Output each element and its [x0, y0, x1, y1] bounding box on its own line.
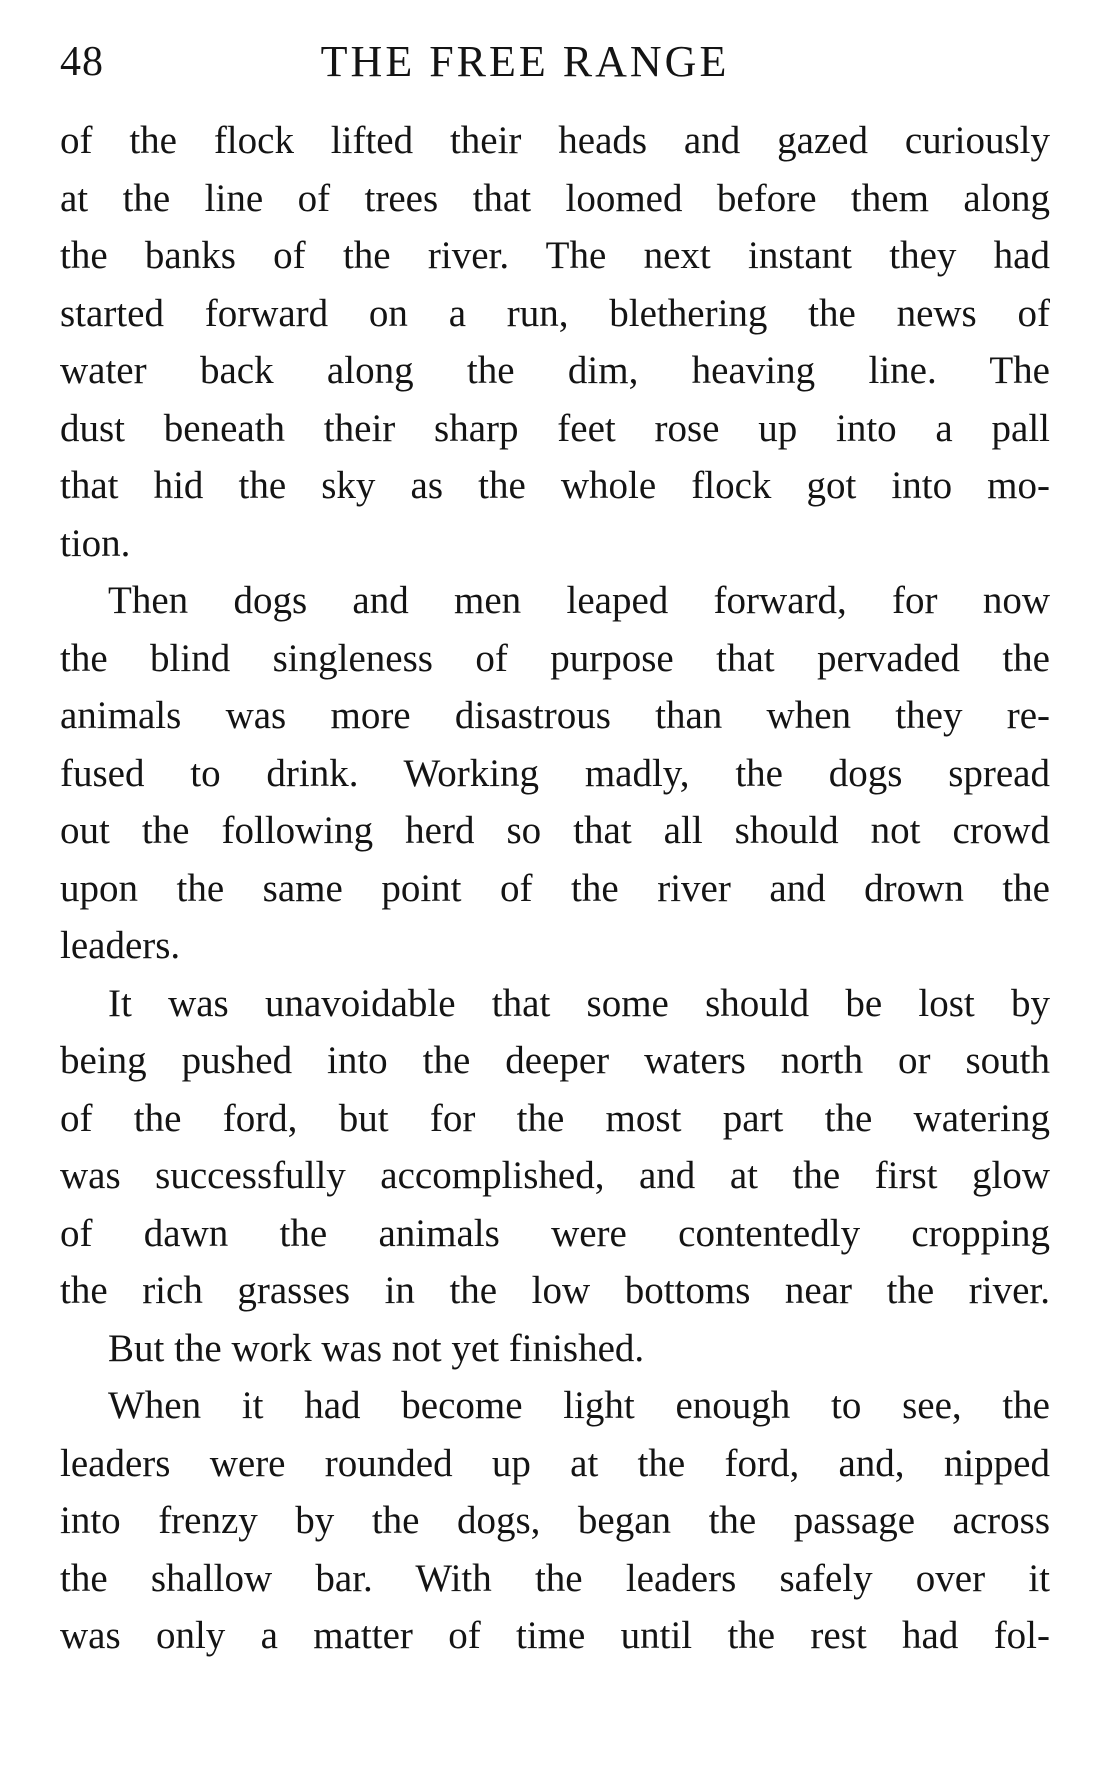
text-line: the rich grasses in the low bottoms near the river.	[60, 1269, 1050, 1312]
text-line: tion.	[60, 521, 131, 565]
text-line: that hid the sky as the whole flock got into mo-	[60, 464, 1050, 507]
text-line: the blind singleness of purpose that pervaded the	[60, 636, 1050, 680]
paragraph	[60, 112, 1050, 572]
text-line: the shallow bar. With the leaders safely over it	[60, 1556, 1050, 1600]
text-line: being pushed into the deeper waters north or south	[60, 1039, 1050, 1082]
text-line: It was unavoidable that some should be lost by	[108, 981, 1050, 1025]
text-line: of the flock lifted their heads and gazed curiously	[60, 119, 1050, 162]
text-line: fused to drink. Working madly, the dogs spread	[60, 751, 1050, 795]
running-head: THE FREE RANGE	[320, 37, 730, 86]
page-header	[60, 32, 1050, 92]
text-line: was only a matter of time until the rest had fol-	[60, 1614, 1050, 1657]
text-line: of the ford, but for the most part the watering	[60, 1096, 1050, 1140]
text-line: water back along the dim, heaving line. The	[60, 349, 1050, 392]
paragraph	[60, 975, 1050, 1320]
text-line: the banks of the river. The next instant they had	[60, 234, 1050, 277]
text-line: started forward on a run, blethering the news of	[60, 291, 1050, 335]
text-line: into frenzy by the dogs, began the passage across	[60, 1499, 1050, 1542]
text-line: dust beneath their sharp feet rose up into a pall	[60, 406, 1050, 450]
text-line: When it had become light enough to see, the	[108, 1384, 1050, 1427]
paragraph	[60, 1320, 1050, 1378]
text-line: at the line of trees that loomed before them along	[60, 176, 1050, 220]
text-line: leaders were rounded up at the ford, and, nipped	[60, 1441, 1050, 1485]
page-number: 48	[60, 39, 104, 85]
paragraph	[60, 572, 1050, 975]
body-text	[60, 112, 1050, 1665]
text-line: upon the same point of the river and drown the	[60, 866, 1050, 910]
text-line: was successfully accomplished, and at the first glow	[60, 1154, 1050, 1197]
text-line: out the following herd so that all should not crowd	[60, 809, 1050, 852]
text-line: Then dogs and men leaped forward, for now	[108, 579, 1050, 622]
text-line: But the work was not yet finished.	[108, 1326, 645, 1370]
text-line: of dawn the animals were contentedly cropping	[60, 1211, 1050, 1255]
text-line: leaders.	[60, 924, 181, 967]
text-line: animals was more disastrous than when they re-	[60, 694, 1050, 737]
paragraph	[60, 1377, 1050, 1665]
